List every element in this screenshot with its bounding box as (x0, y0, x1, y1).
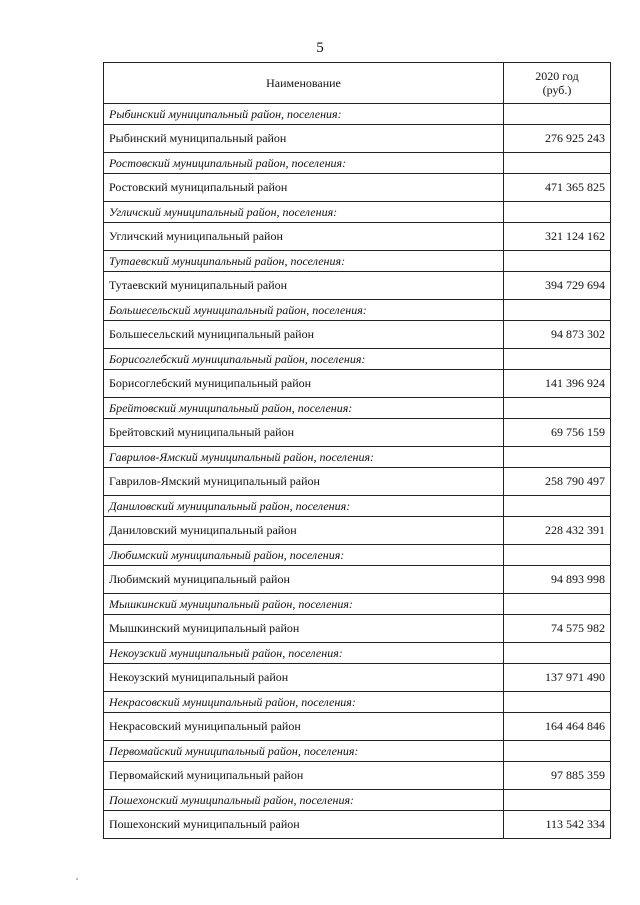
group-label: Большесельский муниципальный район, поселения: (104, 300, 504, 321)
page-number: 5 (316, 40, 324, 56)
group-value-empty (504, 349, 611, 370)
district-value: 137 971 490 (504, 664, 611, 692)
group-value-empty (504, 643, 611, 664)
group-label: Некоузский муниципальный район, поселения: (104, 643, 504, 664)
district-value: 94 893 998 (504, 566, 611, 594)
table-row (104, 125, 611, 153)
group-row (104, 447, 611, 468)
header-year-label: 2020 год (535, 69, 579, 83)
group-row (104, 643, 611, 664)
group-value-empty (504, 692, 611, 713)
group-value-empty (504, 398, 611, 419)
group-label: Гаврилов-Ямский муниципальный район, поселения: (104, 447, 504, 468)
group-label: Угличский муниципальный район, поселения: (104, 202, 504, 223)
scan-speck (76, 878, 78, 880)
group-row (104, 349, 611, 370)
group-label: Любимский муниципальный район, поселения: (104, 545, 504, 566)
group-row (104, 398, 611, 419)
group-label: Пошехонский муниципальный район, поселения: (104, 790, 504, 811)
district-value: 113 542 334 (504, 811, 611, 839)
district-value: 69 756 159 (504, 419, 611, 447)
district-name: Мышкинский муниципальный район (104, 615, 504, 643)
district-value: 141 396 924 (504, 370, 611, 398)
district-value: 471 365 825 (504, 174, 611, 202)
group-value-empty (504, 790, 611, 811)
district-name: Ростовский муниципальный район (104, 174, 504, 202)
table-row (104, 223, 611, 251)
district-name: Некоузский муниципальный район (104, 664, 504, 692)
group-label: Первомайский муниципальный район, поселения: (104, 741, 504, 762)
district-name: Гаврилов-Ямский муниципальный район (104, 468, 504, 496)
district-name: Борисоглебский муниципальный район (104, 370, 504, 398)
group-row (104, 741, 611, 762)
district-value: 258 790 497 (504, 468, 611, 496)
group-value-empty (504, 153, 611, 174)
table-row (104, 615, 611, 643)
group-row (104, 594, 611, 615)
table-row (104, 321, 611, 349)
group-label: Даниловский муниципальный район, поселения: (104, 496, 504, 517)
table-row (104, 272, 611, 300)
group-value-empty (504, 545, 611, 566)
district-name: Тутаевский муниципальный район (104, 272, 504, 300)
table-row (104, 468, 611, 496)
group-label: Рыбинский муниципальный район, поселения: (104, 104, 504, 125)
district-name: Пошехонский муниципальный район (104, 811, 504, 839)
header-row (104, 63, 611, 104)
group-row (104, 153, 611, 174)
header-name: Наименование (104, 63, 504, 104)
group-label: Борисоглебский муниципальный район, поселения: (104, 349, 504, 370)
group-label: Некрасовский муниципальный район, поселения: (104, 692, 504, 713)
group-value-empty (504, 496, 611, 517)
table-row (104, 762, 611, 790)
table-body (104, 104, 611, 839)
district-value: 94 873 302 (504, 321, 611, 349)
group-value-empty (504, 251, 611, 272)
table-row (104, 664, 611, 692)
group-row (104, 790, 611, 811)
group-row (104, 104, 611, 125)
group-row (104, 692, 611, 713)
group-label: Ростовский муниципальный район, поселения: (104, 153, 504, 174)
district-name: Брейтовский муниципальный район (104, 419, 504, 447)
group-row (104, 496, 611, 517)
group-value-empty (504, 594, 611, 615)
district-name: Большесельский муниципальный район (104, 321, 504, 349)
table-row (104, 713, 611, 741)
group-row (104, 202, 611, 223)
district-value: 164 464 846 (504, 713, 611, 741)
table-row (104, 566, 611, 594)
group-label: Мышкинский муниципальный район, поселения: (104, 594, 504, 615)
group-row (104, 251, 611, 272)
table-row (104, 370, 611, 398)
district-value: 394 729 694 (504, 272, 611, 300)
district-value: 97 885 359 (504, 762, 611, 790)
district-value: 74 575 982 (504, 615, 611, 643)
table-row (104, 517, 611, 545)
group-value-empty (504, 300, 611, 321)
header-year (504, 63, 611, 104)
district-name: Угличский муниципальный район (104, 223, 504, 251)
group-label: Тутаевский муниципальный район, поселения: (104, 251, 504, 272)
district-name: Первомайский муниципальный район (104, 762, 504, 790)
table-row (104, 811, 611, 839)
group-row (104, 545, 611, 566)
district-name: Некрасовский муниципальный район (104, 713, 504, 741)
district-name: Даниловский муниципальный район (104, 517, 504, 545)
district-value: 276 925 243 (504, 125, 611, 153)
table-row (104, 174, 611, 202)
table-header (104, 63, 611, 104)
group-value-empty (504, 202, 611, 223)
group-value-empty (504, 447, 611, 468)
budget-table (103, 62, 611, 839)
group-value-empty (504, 741, 611, 762)
district-name: Рыбинский муниципальный район (104, 125, 504, 153)
group-value-empty (504, 104, 611, 125)
district-value: 228 432 391 (504, 517, 611, 545)
district-name: Любимский муниципальный район (104, 566, 504, 594)
header-unit-label: (руб.) (542, 83, 572, 97)
group-row (104, 300, 611, 321)
table-row (104, 419, 611, 447)
district-value: 321 124 162 (504, 223, 611, 251)
group-label: Брейтовский муниципальный район, поселения: (104, 398, 504, 419)
